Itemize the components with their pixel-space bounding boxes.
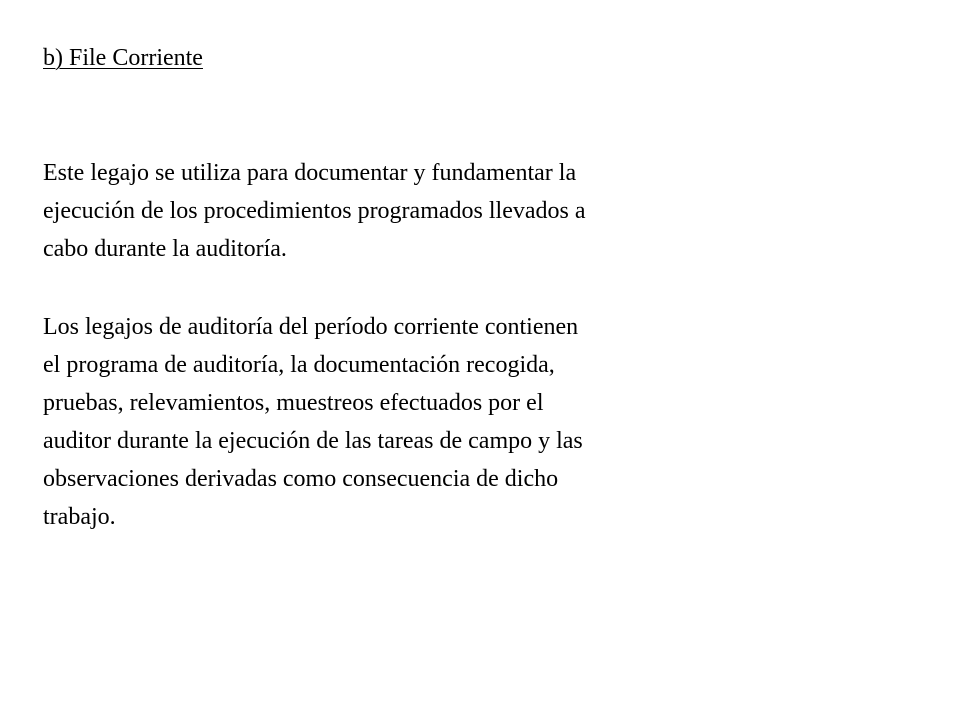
- paragraph-contents: [43, 308, 803, 536]
- paragraph-definition: [43, 154, 803, 268]
- section-heading: b) File Corriente: [43, 45, 203, 71]
- paragraph-line: el programa de auditoría, la documentación recogida,: [43, 352, 555, 378]
- paragraph-line: ejecución de los procedimientos programados llevados a: [43, 198, 586, 224]
- paragraph-line: trabajo.: [43, 504, 116, 530]
- paragraph-line: observaciones derivadas como consecuencia de dicho: [43, 466, 559, 492]
- paragraph-line: auditor durante la ejecución de las tareas de campo y las: [43, 428, 583, 454]
- paragraph-line: cabo durante la auditoría.: [43, 236, 287, 262]
- paragraph-line: Este legajo se utiliza para documentar y fundamentar la: [43, 160, 577, 186]
- paragraph-line: Los legajos de auditoría del período corriente contienen: [43, 314, 579, 340]
- paragraph-line: pruebas, relevamientos, muestreos efectuados por el: [43, 390, 544, 416]
